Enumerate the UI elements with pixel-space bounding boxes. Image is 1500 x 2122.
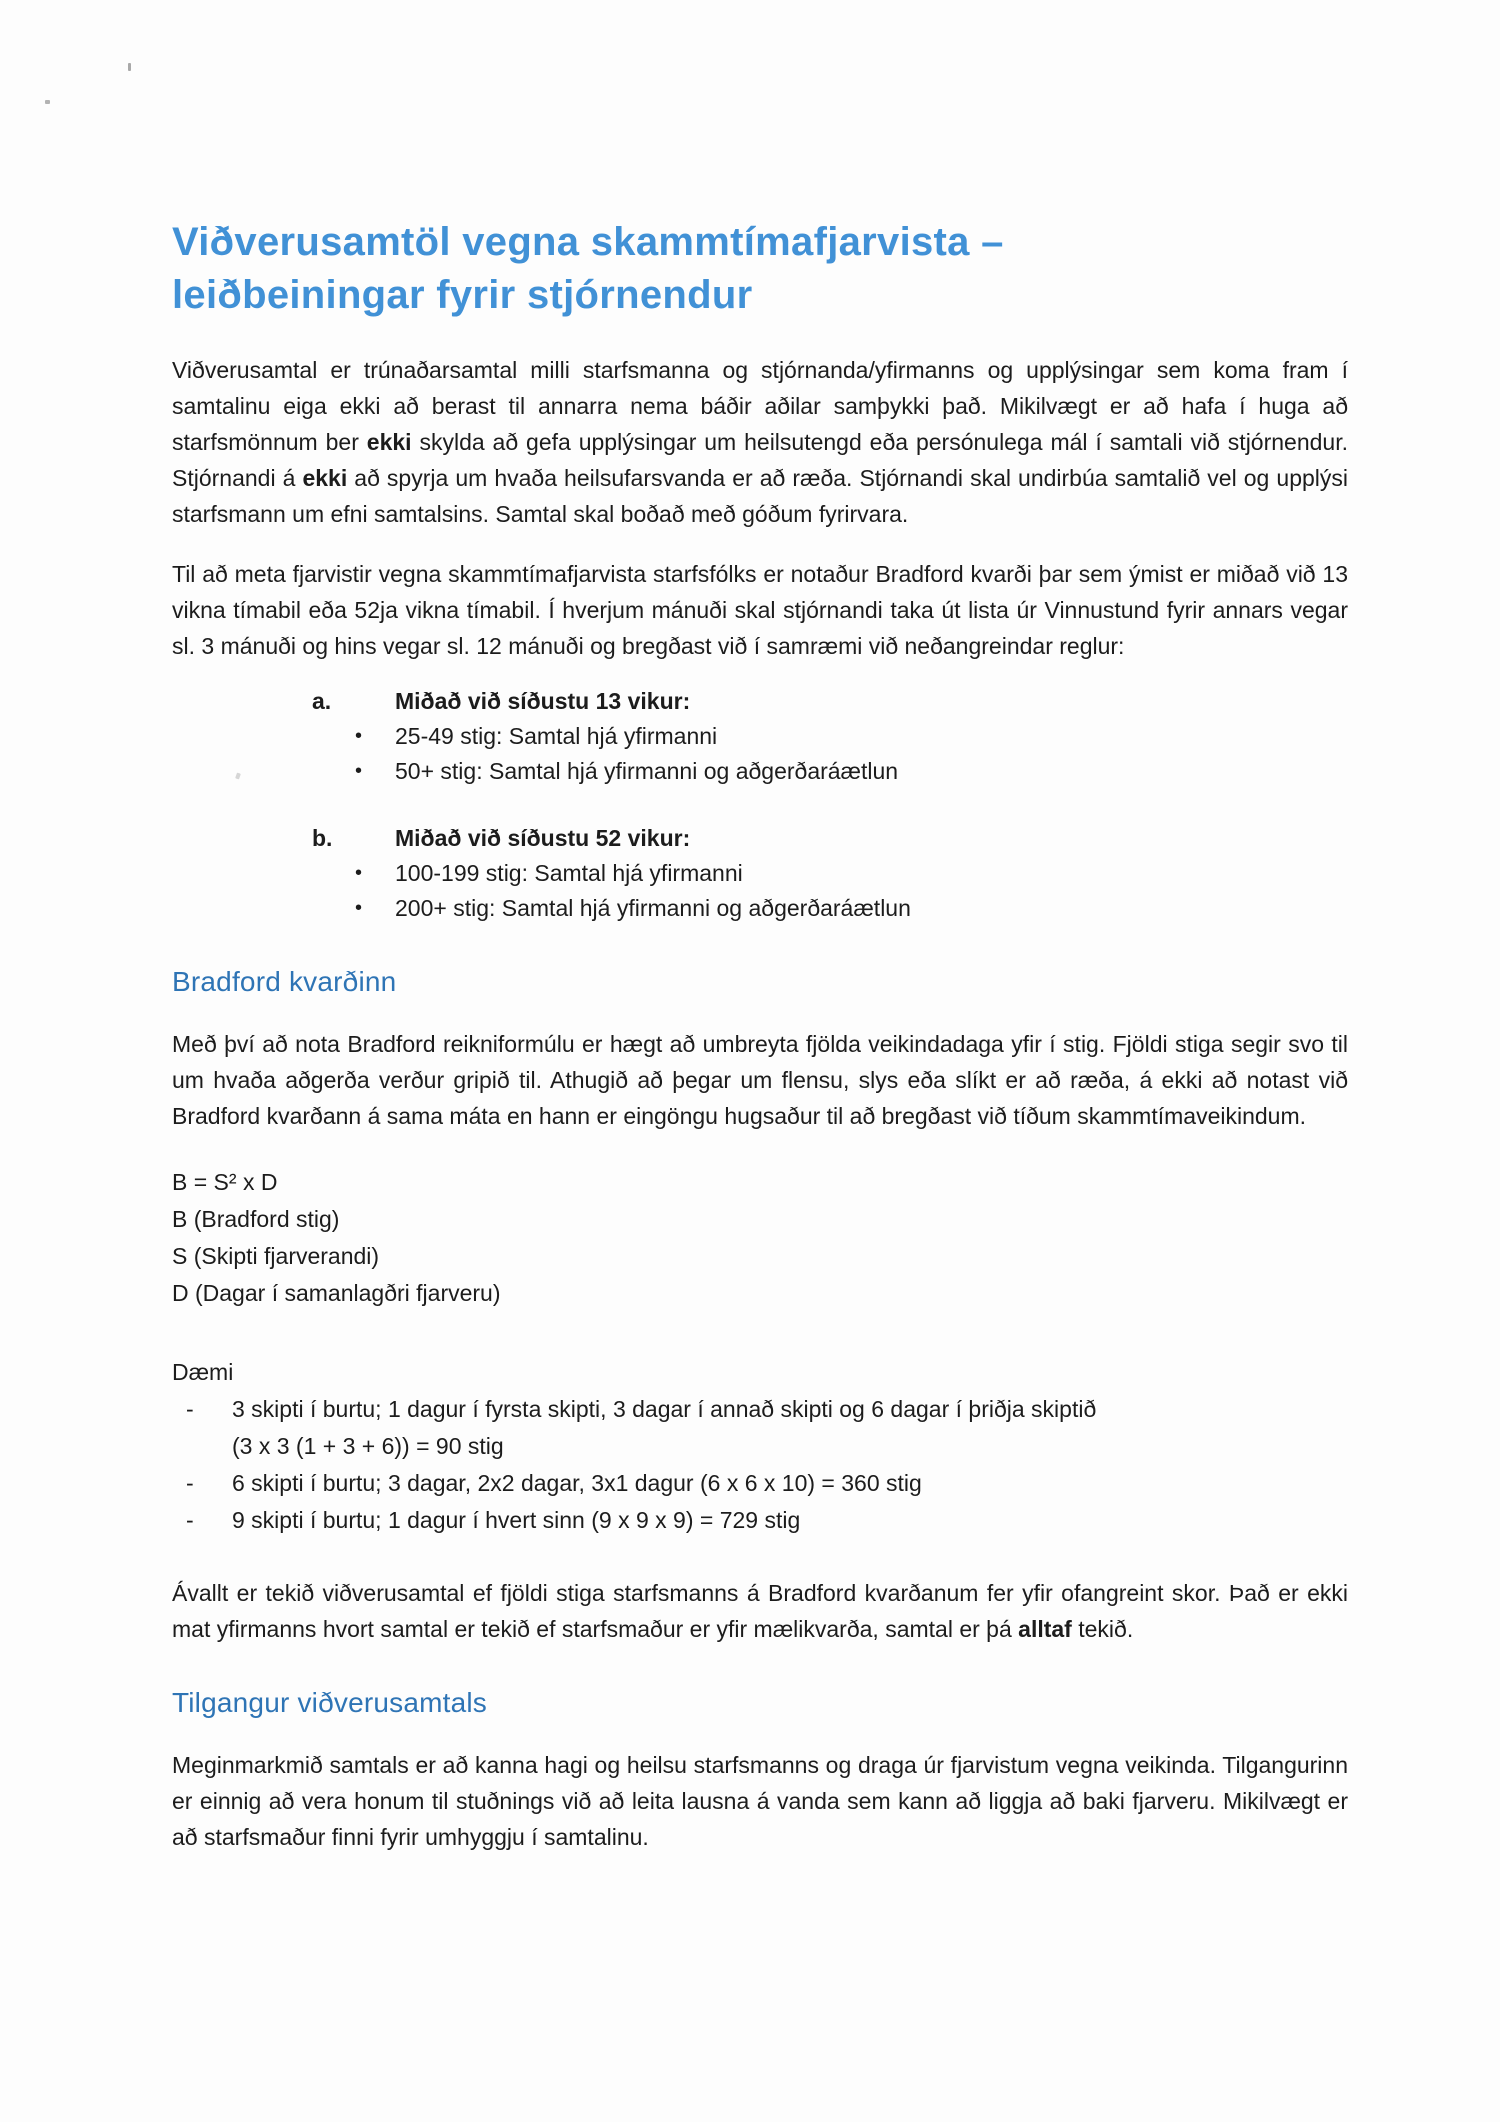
page-title bbox=[172, 216, 1348, 322]
rule-13-bullet-text: 25-49 stig: Samtal hjá yfirmanni bbox=[395, 723, 718, 749]
list-item bbox=[172, 1465, 1348, 1502]
rule-52-label: b. bbox=[312, 825, 333, 851]
list-item bbox=[172, 856, 1348, 891]
intro-text: að spyrja um hvaða heilsufarsvanda er að ræða. Stjórnandi skal undirbúa samtalið vel og upplýsi starfsmann um efni samtalsins. Samtal skal boðað með góðum fyrirvara. bbox=[172, 465, 1348, 527]
examples-block bbox=[172, 1354, 1348, 1539]
threshold-bold-alltaf: alltaf bbox=[1018, 1616, 1072, 1642]
example-1-text: 3 skipti í burtu; 1 dagur í fyrsta skipti, 3 dagar í annað skipti og 6 dagar í þriðja skiptið bbox=[232, 1396, 1097, 1422]
section-heading-purpose: Tilgangur viðverusamtals bbox=[172, 1687, 488, 1718]
bradford-formula-block bbox=[172, 1164, 1348, 1312]
formula-equation: B = S² x D bbox=[172, 1169, 278, 1195]
bullet-icon: • bbox=[355, 862, 363, 884]
bullet-icon: • bbox=[355, 760, 363, 782]
formula-term-b: B (Bradford stig) bbox=[172, 1206, 340, 1232]
example-3-text: 9 skipti í burtu; 1 dagur í hvert sinn (9 x 9 x 9) = 729 stig bbox=[232, 1507, 801, 1533]
list-item bbox=[172, 1391, 1348, 1428]
document-content bbox=[172, 0, 1348, 1855]
section-heading-bradford: Bradford kvarðinn bbox=[172, 966, 397, 997]
examples-heading: Dæmi bbox=[172, 1359, 234, 1385]
intro-bold-ekki-2: ekki bbox=[302, 465, 348, 491]
formula-term-s: S (Skipti fjarverandi) bbox=[172, 1243, 380, 1269]
dash-icon: - bbox=[186, 1507, 194, 1533]
page-title-line1: Viðverusamtöl vegna skammtímafjarvista – bbox=[172, 220, 1004, 264]
rule-13-heading: Miðað við síðustu 13 vikur: bbox=[395, 688, 691, 714]
threshold-text: tekið. bbox=[1071, 1616, 1134, 1642]
dash-icon: - bbox=[186, 1470, 194, 1496]
bullet-icon: • bbox=[355, 725, 363, 747]
rule-13-label: a. bbox=[312, 688, 332, 714]
list-item bbox=[172, 754, 1348, 789]
scan-artifact bbox=[45, 100, 50, 104]
bradford-description-paragraph: Með því að nota Bradford reikniformúlu er hægt að umbreyta fjölda veikindadaga yfir í stig. Fjöldi stiga segir svo til um hvaða aðgerða verður gripið til. Athugið að þegar um flensu, slys eða slíkt er að ræða, á ekki að notast við Bradford kvarðann á sama máta en hann er eingöngu hugsaður til að bregðast við tíðum skammtímaveikindum. bbox=[172, 1031, 1348, 1129]
dash-icon: - bbox=[186, 1396, 194, 1422]
purpose-paragraph: Meginmarkmið samtals er að kanna hagi og heilsu starfsmanns og draga úr fjarvistum vegna veikinda. Tilgangurinn er einnig að vera honum til stuðnings við að leita lausna á vanda sem kann að liggja að baki fjarveru. Mikilvægt er að starfsmaður finni fyrir umhyggju í samtalinu. bbox=[172, 1752, 1348, 1850]
example-2-text: 6 skipti í burtu; 3 dagar, 2x2 dagar, 3x1 dagur (6 x 6 x 10) = 360 stig bbox=[232, 1470, 922, 1496]
intro-text: skylda að gefa upplýsingar um heilsutengd eða persónulega mál í samtali við stjórnendur. Stjórnandi á bbox=[172, 429, 1348, 491]
list-item bbox=[172, 719, 1348, 754]
scan-artifact bbox=[128, 63, 131, 71]
list-item bbox=[172, 891, 1348, 926]
example-1-calculation: (3 x 3 (1 + 3 + 6)) = 90 stig bbox=[232, 1433, 504, 1459]
rule-52-heading-row bbox=[172, 821, 1348, 856]
threshold-note-paragraph bbox=[172, 1575, 1348, 1647]
threshold-text: Ávallt er tekið viðverusamtal ef fjöldi stiga starfsmanns á Bradford kvarðanum fer yfir ofangreint skor. Það er ekki mat yfirmanns hvort samtal er tekið ef starfsmaður er yfir mælikvarða, samtal er þá bbox=[172, 1580, 1348, 1642]
rule-block-13-weeks bbox=[172, 684, 1348, 789]
page-title-line2: leiðbeiningar fyrir stjórnendur bbox=[172, 273, 753, 317]
rule-52-heading: Miðað við síðustu 52 vikur: bbox=[395, 825, 691, 851]
intro-bold-ekki-1: ekki bbox=[366, 429, 412, 455]
formula-term-d: D (Dagar í samanlagðri fjarveru) bbox=[172, 1280, 501, 1306]
intro-text: Viðverusamtal er trúnaðarsamtal milli starfsmanna og stjórnanda/yfirmanns og upplýsingar sem koma fram í samtalinu eiga ekki að berast til annarra nema báðir aðilar samþykki það. Mikilvægt er að hafa í huga að starfsmönnum ber bbox=[172, 357, 1348, 455]
rule-13-heading-row bbox=[172, 684, 1348, 719]
rule-52-bullet-text: 200+ stig: Samtal hjá yfirmanni og aðgerðaráætlun bbox=[395, 895, 911, 921]
rule-block-52-weeks bbox=[172, 821, 1348, 926]
rule-13-bullet-text: 50+ stig: Samtal hjá yfirmanni og aðgerðaráætlun bbox=[395, 758, 899, 784]
bullet-icon: • bbox=[355, 897, 363, 919]
rule-52-bullet-text: 100-199 stig: Samtal hjá yfirmanni bbox=[395, 860, 743, 886]
list-item bbox=[172, 1502, 1348, 1539]
bradford-scale-intro-paragraph: Til að meta fjarvistir vegna skammtímafjarvista starfsfólks er notaður Bradford kvarði þar sem ýmist er miðað við 13 vikna tímabil eða 52ja vikna tímabil. Í hverjum mánuði skal stjórnandi taka út lista úr Vinnustund fyrir annars vegar sl. 3 mánuði og hins vegar sl. 12 mánuði og bregðast við í samræmi við neðangreindar reglur: bbox=[172, 561, 1348, 659]
intro-paragraph bbox=[172, 352, 1348, 532]
